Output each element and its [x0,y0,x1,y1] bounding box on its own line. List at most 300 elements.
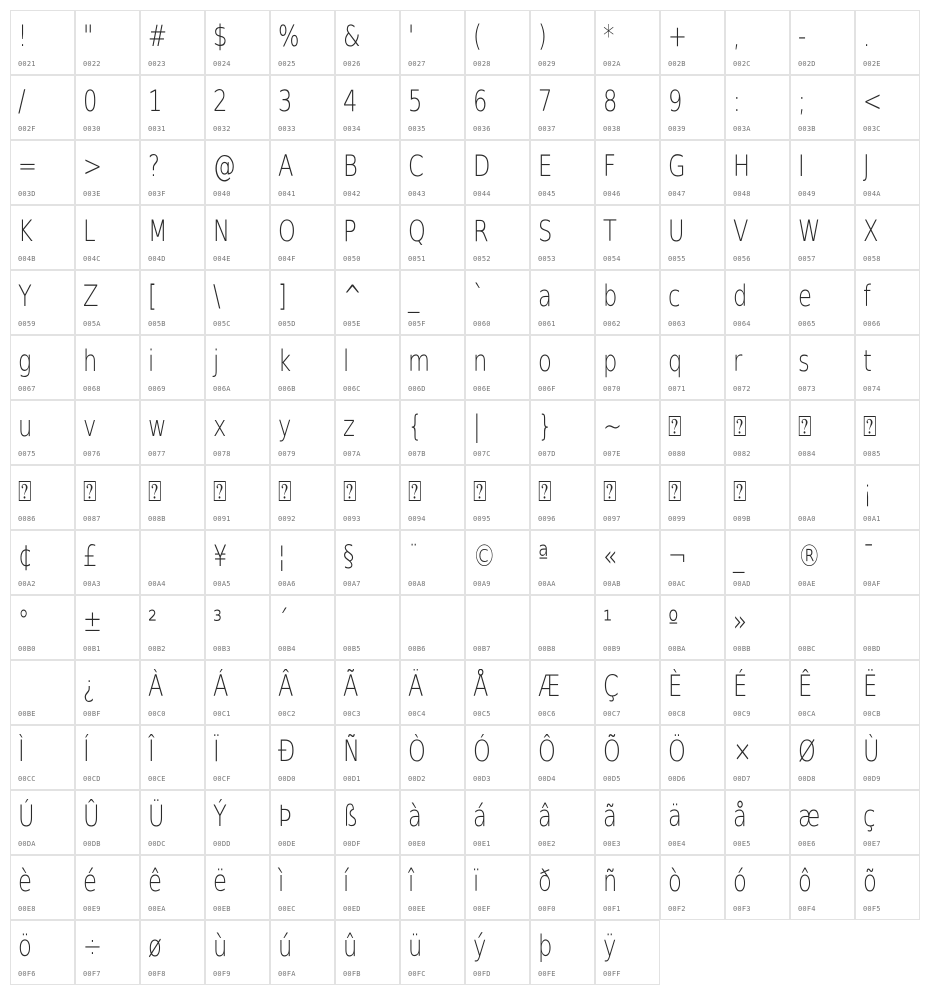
glyph-code: 0056 [733,255,751,263]
glyph-cell-00B7 [465,595,530,660]
glyph-cell-006E [465,335,530,400]
glyph-code: 006D [408,385,426,393]
glyph-char: * [603,19,615,53]
glyph-cell-0054 [595,205,660,270]
glyph-cell-00A4 [140,530,205,595]
glyph-code: 00A0 [798,515,816,523]
glyph-cell-0094 [400,465,465,530]
glyph-cell-0099 [660,465,725,530]
glyph-cell-0080 [660,400,725,465]
glyph-code: 00D8 [798,775,816,783]
glyph-char: ⍰ [213,474,227,508]
glyph-cell-0028 [465,10,530,75]
glyph-cell-00F7 [75,920,140,985]
glyph-cell-00C7 [595,660,660,725]
glyph-cell-0058 [855,205,920,270]
glyph-cell-00C4 [400,660,465,725]
glyph-cell-0074 [855,335,920,400]
glyph-cell-0035 [400,75,465,140]
glyph-char: Ê [798,669,813,703]
glyph-cell-00E7 [855,790,920,855]
glyph-code: 00D2 [408,775,426,783]
glyph-code: 00A6 [278,580,296,588]
glyph-code: 0092 [278,515,296,523]
glyph-cell-00F1 [595,855,660,920]
glyph-cell-00E0 [400,790,465,855]
glyph-char: ! [18,19,28,53]
glyph-code: 00DB [83,840,101,848]
glyph-code: 0052 [473,255,491,263]
glyph-cell-0067 [10,335,75,400]
glyph-code: 0069 [148,385,166,393]
glyph-char: ⍰ [733,474,747,508]
glyph-char: î [408,864,415,898]
glyph-char: º [668,604,679,638]
glyph-char: Î [148,734,155,768]
glyph-code: 00AB [603,580,621,588]
glyph-cell-0075 [10,400,75,465]
glyph-cell-003A [725,75,790,140]
glyph-char: Á [213,669,229,703]
glyph-cell-0026 [335,10,400,75]
glyph-cell-00FC [400,920,465,985]
glyph-cell-00DE [270,790,335,855]
glyph-code: 003A [733,125,751,133]
glyph-cell-003D [10,140,75,205]
glyph-char: # [148,19,167,53]
glyph-cell-004F [270,205,335,270]
glyph-cell-00F8 [140,920,205,985]
glyph-cell-00B2 [140,595,205,660]
glyph-cell-005A [75,270,140,335]
glyph-char: ⍰ [343,474,357,508]
glyph-code: 0078 [213,450,231,458]
glyph-cell-00CD [75,725,140,790]
glyph-char: ~ [603,409,622,443]
glyph-code: 00A9 [473,580,491,588]
glyph-char: ë [213,864,227,898]
glyph-char: ⍰ [18,474,32,508]
glyph-char: x [213,409,227,443]
glyph-char: n [473,344,488,378]
glyph-cell-00BB [725,595,790,660]
glyph-cell-00D7 [725,725,790,790]
glyph-code: 0024 [213,60,231,68]
glyph-char: { [408,409,423,443]
glyph-code: 00AA [538,580,556,588]
glyph-cell-00FF [595,920,660,985]
glyph-cell-00BA [660,595,725,660]
glyph-cell-0070 [595,335,660,400]
glyph-char: - [798,19,807,53]
glyph-cell-00FD [465,920,530,985]
glyph-code: 00F1 [603,905,621,913]
glyph-cell-00D3 [465,725,530,790]
glyph-code: 0071 [668,385,686,393]
glyph-cell-005D [270,270,335,335]
glyph-char: 6 [473,84,488,118]
glyph-code: 003D [18,190,36,198]
glyph-char: _ [733,539,745,573]
glyph-code: 00D7 [733,775,751,783]
glyph-cell-00AF [855,530,920,595]
glyph-cell-002F [10,75,75,140]
glyph-cell-0057 [790,205,855,270]
glyph-cell-003F [140,140,205,205]
glyph-code: 0094 [408,515,426,523]
glyph-cell-00FA [270,920,335,985]
glyph-char: ® [798,539,821,573]
glyph-cell-0031 [140,75,205,140]
glyph-cell-008B [140,465,205,530]
glyph-code: 007C [473,450,491,458]
glyph-code: 00A4 [148,580,166,588]
glyph-cell-00D4 [530,725,595,790]
glyph-code: 00FD [473,970,491,978]
glyph-char: @ [213,149,236,183]
glyph-cell-006B [270,335,335,400]
glyph-code: 00B4 [278,645,296,653]
glyph-code: 0058 [863,255,881,263]
glyph-char: Ë [863,669,878,703]
glyph-cell-00A6 [270,530,335,595]
glyph-code: 00C3 [343,710,361,718]
glyph-code: 00FB [343,970,361,978]
glyph-code: 00B1 [83,645,101,653]
glyph-code: 00AC [668,580,686,588]
glyph-code: 0045 [538,190,556,198]
glyph-char: Ò [408,734,426,768]
glyph-cell-00E2 [530,790,595,855]
glyph-code: 00AD [733,580,751,588]
glyph-code: 00BC [798,645,816,653]
glyph-code: 0097 [603,515,621,523]
glyph-char: N [213,214,230,248]
glyph-code: 00BD [863,645,881,653]
glyph-char: > [83,149,102,183]
glyph-char: ó [733,864,747,898]
glyph-char: ú [278,929,293,963]
glyph-code: 00B0 [18,645,36,653]
glyph-cell-00AE [790,530,855,595]
glyph-char: 5 [408,84,423,118]
glyph-code: 004E [213,255,231,263]
glyph-cell-005F [400,270,465,335]
glyph-char: Ý [213,799,227,833]
glyph-code: 0076 [83,450,101,458]
glyph-code: 004B [18,255,36,263]
glyph-cell-00E9 [75,855,140,920]
glyph-code: 006E [473,385,491,393]
glyph-code: 005B [148,320,166,328]
glyph-code: 00FE [538,970,556,978]
glyph-cell-0077 [140,400,205,465]
glyph-char: ´ [278,604,289,638]
glyph-char: ` [473,279,485,313]
glyph-cell-006A [205,335,270,400]
glyph-char: Ú [18,799,35,833]
glyph-cell-0078 [205,400,270,465]
glyph-cell-00D2 [400,725,465,790]
glyph-cell-003B [790,75,855,140]
glyph-cell-0030 [75,75,140,140]
glyph-char: , [733,19,741,53]
glyph-char: ý [473,929,487,963]
glyph-cell-004A [855,140,920,205]
glyph-code: 0028 [473,60,491,68]
glyph-cell-00C5 [465,660,530,725]
glyph-code: 00FC [408,970,426,978]
glyph-cell-00B4 [270,595,335,660]
glyph-char: l [343,344,350,378]
glyph-char: ï [473,864,480,898]
glyph-char: ^ [343,279,362,313]
glyph-cell-0050 [335,205,400,270]
glyph-code: 0040 [213,190,231,198]
glyph-code: 00D0 [278,775,296,783]
glyph-code: 0057 [798,255,816,263]
glyph-cell-00C2 [270,660,335,725]
glyph-char: ] [278,279,287,313]
glyph-cell-0022 [75,10,140,75]
glyph-cell-0032 [205,75,270,140]
glyph-code: 006C [343,385,361,393]
glyph-code: 00ED [343,905,361,913]
glyph-code: 00DE [278,840,296,848]
glyph-cell-00C3 [335,660,400,725]
glyph-char: ⍰ [408,474,422,508]
glyph-cell-00A7 [335,530,400,595]
glyph-cell-007C [465,400,530,465]
glyph-code: 00B3 [213,645,231,653]
glyph-char: ° [18,604,30,638]
glyph-char: Ü [148,799,165,833]
glyph-code: 007A [343,450,361,458]
glyph-code: 0066 [863,320,881,328]
glyph-code: 003F [148,190,166,198]
glyph-code: 003E [83,190,101,198]
glyph-code: 0022 [83,60,101,68]
glyph-cell-00AD [725,530,790,595]
glyph-code: 007B [408,450,426,458]
glyph-code: 005F [408,320,426,328]
glyph-cell-0085 [855,400,920,465]
glyph-code: 0063 [668,320,686,328]
glyph-code: 00D9 [863,775,881,783]
glyph-char: Ã [343,669,359,703]
glyph-cell-0052 [465,205,530,270]
glyph-char: ù [213,929,228,963]
glyph-cell-0095 [465,465,530,530]
glyph-cell-007E [595,400,660,465]
glyph-cell-00F3 [725,855,790,920]
glyph-code: 0042 [343,190,361,198]
glyph-char: X [863,214,879,248]
glyph-code: 0050 [343,255,361,263]
glyph-code: 00BF [83,710,101,718]
glyph-code: 0091 [213,515,231,523]
glyph-char: Å [473,669,489,703]
glyph-cell-00A8 [400,530,465,595]
glyph-cell-005E [335,270,400,335]
glyph-char: ( [473,19,482,53]
glyph-char: + [668,19,687,53]
glyph-code: 0037 [538,125,556,133]
glyph-cell-0066 [855,270,920,335]
glyph-cell-0087 [75,465,140,530]
glyph-cell-00B0 [10,595,75,660]
glyph-code: 00BE [18,710,36,718]
glyph-cell-0048 [725,140,790,205]
glyph-char: ¨ [408,539,420,573]
glyph-cell-0065 [790,270,855,335]
glyph-char: : [733,84,741,118]
glyph-cell-0034 [335,75,400,140]
glyph-cell-0086 [10,465,75,530]
glyph-char: ³ [213,604,223,638]
glyph-cell-00FE [530,920,595,985]
glyph-code: 00C4 [408,710,426,718]
glyph-code: 00E8 [18,905,36,913]
glyph-cell-00BE [10,660,75,725]
glyph-char: Y [18,279,32,313]
glyph-char: æ [798,799,821,833]
glyph-code: 00D4 [538,775,556,783]
glyph-code: 004C [83,255,101,263]
glyph-char: s [798,344,810,378]
glyph-code: 00C0 [148,710,166,718]
glyph-code: 00C9 [733,710,751,718]
glyph-code: 0036 [473,125,491,133]
glyph-char: 3 [278,84,293,118]
glyph-cell-00C8 [660,660,725,725]
glyph-cell-0096 [530,465,595,530]
glyph-char: g [18,344,32,378]
glyph-char: ⍰ [863,409,877,443]
glyph-cell-0055 [660,205,725,270]
glyph-cell-0038 [595,75,660,140]
glyph-char: § [343,539,355,573]
glyph-code: 00B5 [343,645,361,653]
glyph-char: 9 [668,84,683,118]
glyph-char: . [863,19,871,53]
glyph-code: 00F8 [148,970,166,978]
glyph-cell-00DC [140,790,205,855]
glyph-cell-00A2 [10,530,75,595]
glyph-code: 0062 [603,320,621,328]
glyph-char: ⍰ [798,409,812,443]
glyph-cell-0056 [725,205,790,270]
glyph-char: < [863,84,882,118]
glyph-cell-0040 [205,140,270,205]
glyph-cell-00B1 [75,595,140,660]
glyph-char: ö [18,929,32,963]
glyph-char: ü [408,929,423,963]
glyph-char: 1 [148,84,163,118]
glyph-cell-0046 [595,140,660,205]
glyph-char: d [733,279,748,313]
glyph-char: ÿ [603,929,617,963]
glyph-char: [ [148,279,157,313]
glyph-code: 00F2 [668,905,686,913]
glyph-cell-00A1 [855,465,920,530]
glyph-char: $ [213,19,228,53]
glyph-char: í [343,864,350,898]
glyph-char: Õ [603,734,621,768]
glyph-cell-003C [855,75,920,140]
glyph-cell-00F9 [205,920,270,985]
glyph-char: V [733,214,749,248]
glyph-cell-00F2 [660,855,725,920]
glyph-char: Ð [278,734,296,768]
glyph-code: 0047 [668,190,686,198]
glyph-cell-0025 [270,10,335,75]
glyph-char: ¬ [668,539,687,573]
glyph-code: 002D [798,60,816,68]
glyph-cell-0021 [10,10,75,75]
glyph-code: 0025 [278,60,296,68]
glyph-code: 005A [83,320,101,328]
glyph-code: 003C [863,125,881,133]
glyph-cell-00CC [10,725,75,790]
glyph-code: 00E4 [668,840,686,848]
glyph-code: 00F5 [863,905,881,913]
glyph-code: 00A8 [408,580,426,588]
glyph-cell-00A9 [465,530,530,595]
glyph-cell-0043 [400,140,465,205]
glyph-code: 00DD [213,840,231,848]
glyph-cell-00CB [855,660,920,725]
glyph-cell-0082 [725,400,790,465]
glyph-code: 00EF [473,905,491,913]
glyph-char: è [18,864,32,898]
glyph-char: S [538,214,553,248]
glyph-code: 00EE [408,905,426,913]
glyph-cell-00EB [205,855,270,920]
glyph-code: 004D [148,255,166,263]
glyph-code: 00F4 [798,905,816,913]
glyph-char: Û [83,799,100,833]
glyph-char: ÷ [83,929,102,963]
glyph-cell-0037 [530,75,595,140]
glyph-code: 0096 [538,515,556,523]
glyph-code: 0070 [603,385,621,393]
glyph-char: i [148,344,155,378]
glyph-char: " [83,19,94,53]
glyph-code: 002A [603,60,621,68]
glyph-code: 0061 [538,320,556,328]
glyph-char: ¹ [603,604,613,638]
glyph-char: Þ [278,799,292,833]
glyph-code: 00E0 [408,840,426,848]
glyph-char: & [343,19,361,53]
glyph-cell-004B [10,205,75,270]
glyph-code: 0064 [733,320,751,328]
glyph-code: 00E6 [798,840,816,848]
glyph-cell-00DF [335,790,400,855]
glyph-char: ª [538,539,549,573]
glyph-char: Ô [538,734,556,768]
glyph-char: A [278,149,294,183]
glyph-cell-0049 [790,140,855,205]
glyph-code: 0065 [798,320,816,328]
glyph-code: 00E3 [603,840,621,848]
glyph-char: ô [798,864,812,898]
glyph-cell-00F5 [855,855,920,920]
glyph-char: 0 [83,84,98,118]
glyph-cell-00E5 [725,790,790,855]
glyph-cell-009B [725,465,790,530]
